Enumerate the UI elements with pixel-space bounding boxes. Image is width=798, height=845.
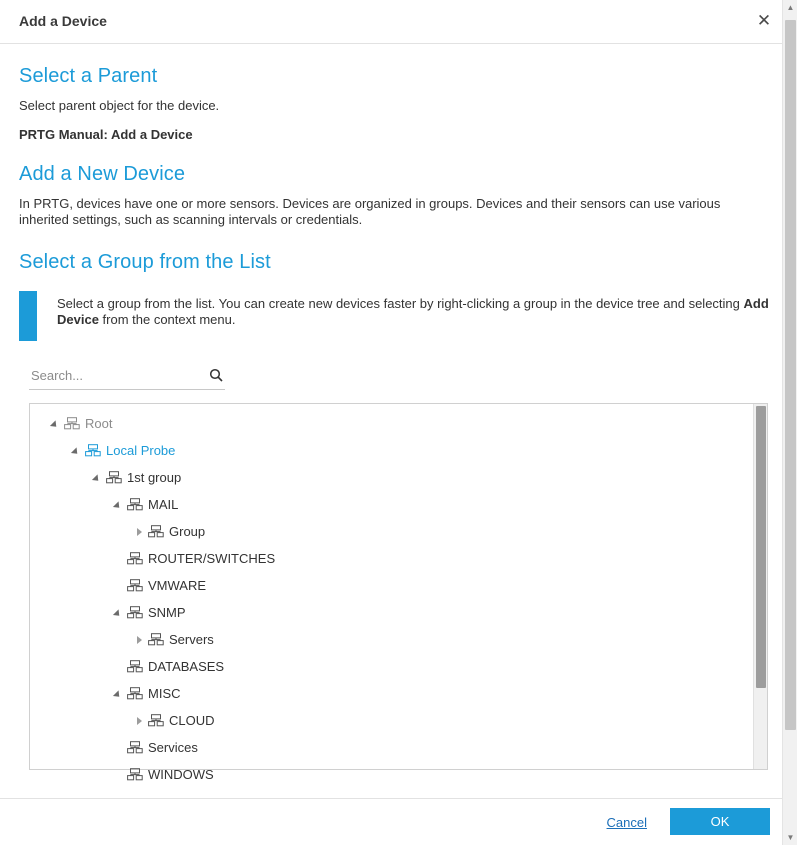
dialog-body — [0, 44, 797, 799]
expander-open-icon[interactable] — [115, 500, 124, 509]
expander-placeholder — [115, 554, 124, 563]
scroll-up-icon[interactable]: ▲ — [786, 3, 795, 12]
group-icon — [127, 660, 143, 673]
select-parent-description: Select parent object for the device. — [19, 98, 220, 113]
tree-node[interactable] — [30, 437, 753, 464]
callout-text-bold: Add Device — [57, 296, 769, 327]
scroll-down-icon[interactable]: ▼ — [786, 833, 795, 842]
expander-placeholder — [115, 581, 124, 590]
group-icon — [85, 444, 101, 457]
expander-placeholder — [115, 662, 124, 671]
tree-node[interactable] — [30, 518, 753, 545]
search-box[interactable] — [29, 367, 225, 390]
page-scrollbar-thumb[interactable] — [785, 20, 796, 730]
tree-node-label: DATABASES — [148, 659, 225, 674]
group-icon — [127, 741, 143, 754]
tree-node[interactable] — [30, 626, 753, 653]
search-icon[interactable] — [209, 368, 223, 382]
tree-node-label: CLOUD — [169, 713, 215, 728]
expander-open-icon[interactable] — [73, 446, 82, 455]
tree-node-label: SNMP — [148, 605, 186, 620]
tree-node-label: Services — [148, 740, 198, 755]
expander-open-icon[interactable] — [94, 473, 103, 482]
add-new-device-description: In PRTG, devices have one or more sensors. Devices are organized in groups. Devices and their sensors can use various inherited settings, such as scanning intervals or credentials. — [19, 196, 721, 227]
expander-open-icon[interactable] — [115, 608, 124, 617]
tree-node[interactable] — [30, 545, 753, 572]
tree-node[interactable] — [30, 572, 753, 599]
tree-node[interactable] — [30, 410, 753, 437]
group-icon — [127, 579, 143, 592]
tree-node[interactable] — [30, 734, 753, 761]
tree-node-label: Group — [169, 524, 206, 539]
tree-node-label: 1st group — [127, 470, 182, 485]
tree-node-label: VMWARE — [148, 578, 207, 593]
section-heading-select-group: Select a Group from the List — [19, 251, 271, 273]
tree-node-label: MISC — [148, 686, 181, 701]
ok-button[interactable]: OK — [670, 808, 770, 835]
expander-placeholder — [115, 770, 124, 779]
tree-node[interactable] — [30, 680, 753, 707]
close-icon[interactable]: ✕ — [756, 11, 772, 30]
group-icon — [127, 687, 143, 700]
callout-text — [57, 291, 778, 328]
tree-node-label: Local Probe — [106, 443, 176, 458]
group-icon — [148, 714, 164, 727]
tree-node[interactable] — [30, 491, 753, 518]
page-scrollbar[interactable] — [782, 0, 797, 845]
tree-node-label: MAIL — [148, 497, 179, 512]
tree-node-label: ROUTER/SWITCHES — [148, 551, 276, 566]
group-icon — [148, 525, 164, 538]
group-icon — [148, 633, 164, 646]
tree-node[interactable] — [30, 761, 753, 788]
expander-collapsed-icon[interactable] — [136, 635, 145, 644]
tree-node[interactable] — [30, 653, 753, 680]
tree-node-label: WINDOWS — [148, 767, 214, 782]
tree-node[interactable] — [30, 707, 753, 734]
callout-text-prefix: Select a group from the list. You can create new devices faster by right-clicking a group in the device tree and selecting — [57, 296, 744, 311]
callout-text-suffix: from the context menu. — [98, 312, 236, 327]
expander-collapsed-icon[interactable] — [136, 527, 145, 536]
group-icon — [127, 768, 143, 781]
tree-node-label: Servers — [169, 632, 214, 647]
group-tree-list — [30, 404, 753, 782]
dialog-header — [0, 0, 797, 44]
group-tree[interactable] — [29, 403, 768, 782]
expander-collapsed-icon[interactable] — [136, 716, 145, 725]
search-input[interactable] — [29, 367, 199, 386]
group-icon — [106, 471, 122, 484]
dialog-footer — [0, 798, 782, 845]
section-heading-select-parent: Select a Parent — [19, 65, 158, 87]
tree-scrollbar-thumb[interactable] — [756, 406, 766, 688]
expander-open-icon[interactable] — [115, 689, 124, 698]
tree-scrollbar[interactable] — [753, 404, 767, 769]
page-title: Add a Device — [19, 13, 107, 29]
group-icon — [127, 606, 143, 619]
expander-placeholder — [115, 743, 124, 752]
tree-node[interactable] — [30, 464, 753, 491]
callout-accent-bar — [19, 291, 37, 341]
tree-node[interactable] — [30, 599, 753, 626]
tree-node-label: Root — [85, 416, 113, 431]
cancel-button[interactable]: Cancel — [606, 815, 647, 830]
prtg-manual-link[interactable]: PRTG Manual: Add a Device — [19, 127, 193, 142]
group-icon — [127, 498, 143, 511]
info-callout — [19, 291, 778, 341]
expander-open-icon[interactable] — [52, 419, 61, 428]
group-icon — [64, 417, 80, 430]
section-heading-add-new-device: Add a New Device — [19, 163, 186, 185]
group-icon — [127, 552, 143, 565]
